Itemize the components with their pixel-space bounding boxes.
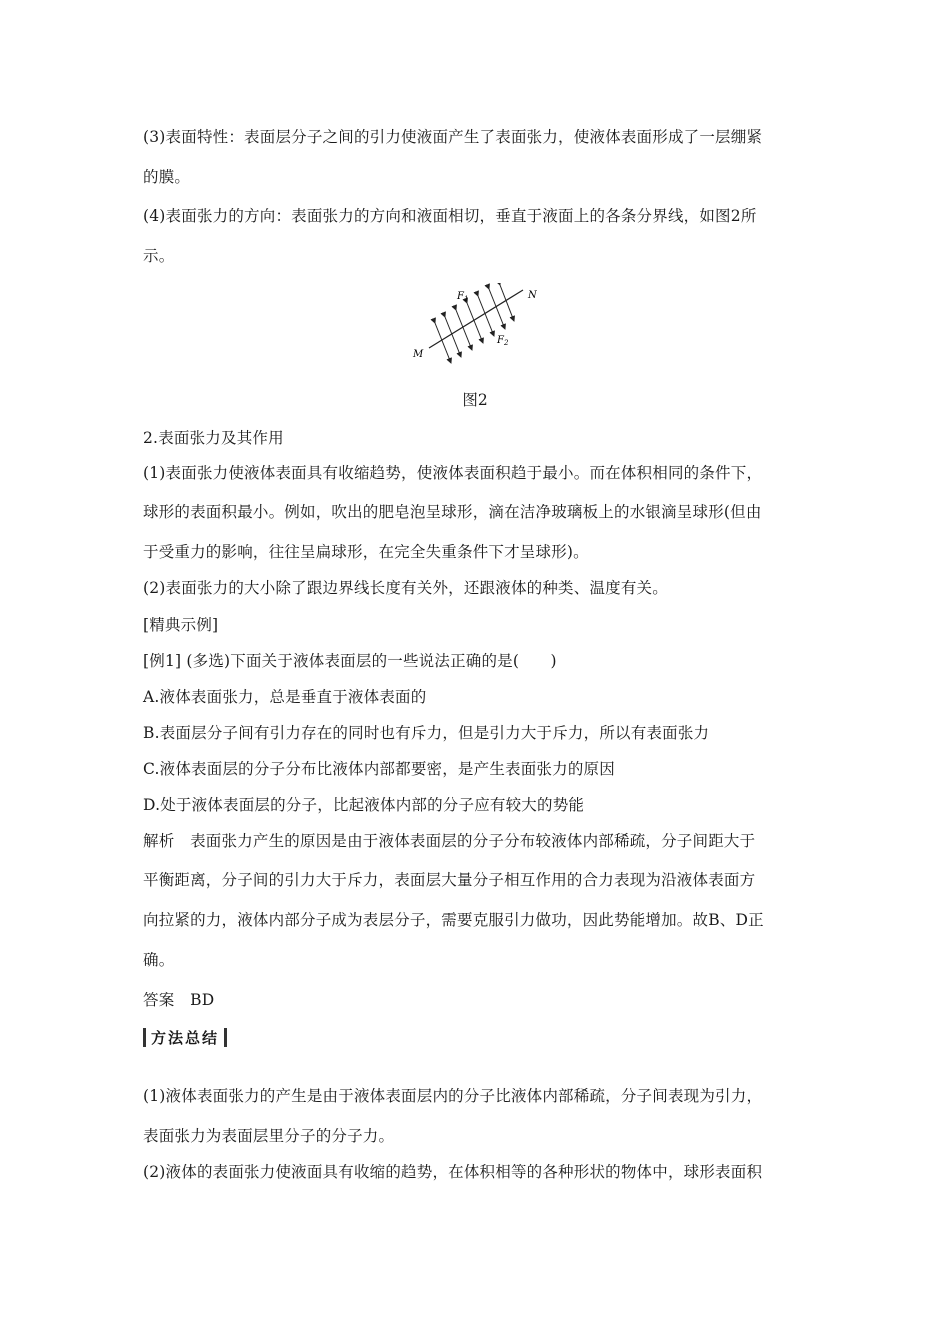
analysis-line: 向拉紧的力，液体内部分子成为表层分子，需要克服引力做功，因此势能增加。故B、D正 xyxy=(143,911,764,929)
paragraph-line: (2)表面张力的大小除了跟边界线长度有关外，还跟液体的种类、温度有关。 xyxy=(143,579,668,597)
surface-tension-figure xyxy=(405,283,545,365)
label-f2: $F_2$ xyxy=(497,335,509,347)
method-summary-heading xyxy=(143,1026,227,1048)
answer-line: 答案 BD xyxy=(143,991,215,1009)
analysis-line: 确。 xyxy=(143,951,175,969)
option-c: C.液体表面层的分子分布比液体内部都要密，是产生表面张力的原因 xyxy=(143,760,615,778)
figure-caption: 图2 xyxy=(462,391,488,409)
boundary-line-mn xyxy=(429,290,523,348)
heading-bar-right xyxy=(224,1028,227,1047)
paragraph-line: (2)液体的表面张力使液面具有收缩的趋势，在体积相等的各种形状的物体中，球形表面积 xyxy=(143,1163,763,1181)
label-m: M xyxy=(413,349,424,360)
paragraph-line: (1)液体表面张力的产生是由于液体表面层内的分子比液体内部稀疏，分子间表现为引力， xyxy=(143,1087,763,1105)
paragraph-line: 球形的表面积最小。例如，吹出的肥皂泡呈球形，滴在洁净玻璃板上的水银滴呈球形(但由 xyxy=(143,503,762,521)
paragraph-line: 的膜。 xyxy=(143,168,191,186)
example-label: [精典示例] xyxy=(143,616,219,634)
paragraph-line: 于受重力的影响，往往呈扁球形，在完全失重条件下才呈球形)。 xyxy=(143,543,589,561)
question-stem: [例1] (多选)下面关于液体表面层的一些说法正确的是( ) xyxy=(143,652,557,670)
analysis-line: 解析 表面张力产生的原因是由于液体表面层的分子分布较液体内部稀疏，分子间距大于 xyxy=(143,832,756,850)
label-f1: $F_1$ xyxy=(457,291,469,303)
paragraph-line: (1)表面张力使液体表面具有收缩趋势，使液体表面积趋于最小。而在体积相同的条件下， xyxy=(143,464,763,482)
paragraph-line: 示。 xyxy=(143,247,175,265)
option-b: B.表面层分子间有引力存在的同时也有斥力，但是引力大于斥力，所以有表面张力 xyxy=(143,724,710,742)
section-heading: 2.表面张力及其作用 xyxy=(143,429,284,447)
label-n: N xyxy=(528,290,537,301)
option-a: A.液体表面张力，总是垂直于液体表面的 xyxy=(143,688,427,706)
force-arrows xyxy=(435,285,514,363)
analysis-line: 平衡距离，分子间的引力大于斥力，表面层大量分子相互作用的合力表现为沿液体表面方 xyxy=(143,871,756,889)
method-summary-title: 方法总结 xyxy=(151,1028,220,1047)
paragraph-line: (3)表面特性：表面层分子之间的引力使液面产生了表面张力，使液体表面形成了一层绷紧 xyxy=(143,128,763,146)
paragraph-line: 表面张力为表面层里分子的分子力。 xyxy=(143,1127,395,1145)
paragraph-line: (4)表面张力的方向：表面张力的方向和液面相切，垂直于液面上的各条分界线，如图2所 xyxy=(143,207,757,225)
option-d: D.处于液体表面层的分子，比起液体内部的分子应有较大的势能 xyxy=(143,796,585,814)
